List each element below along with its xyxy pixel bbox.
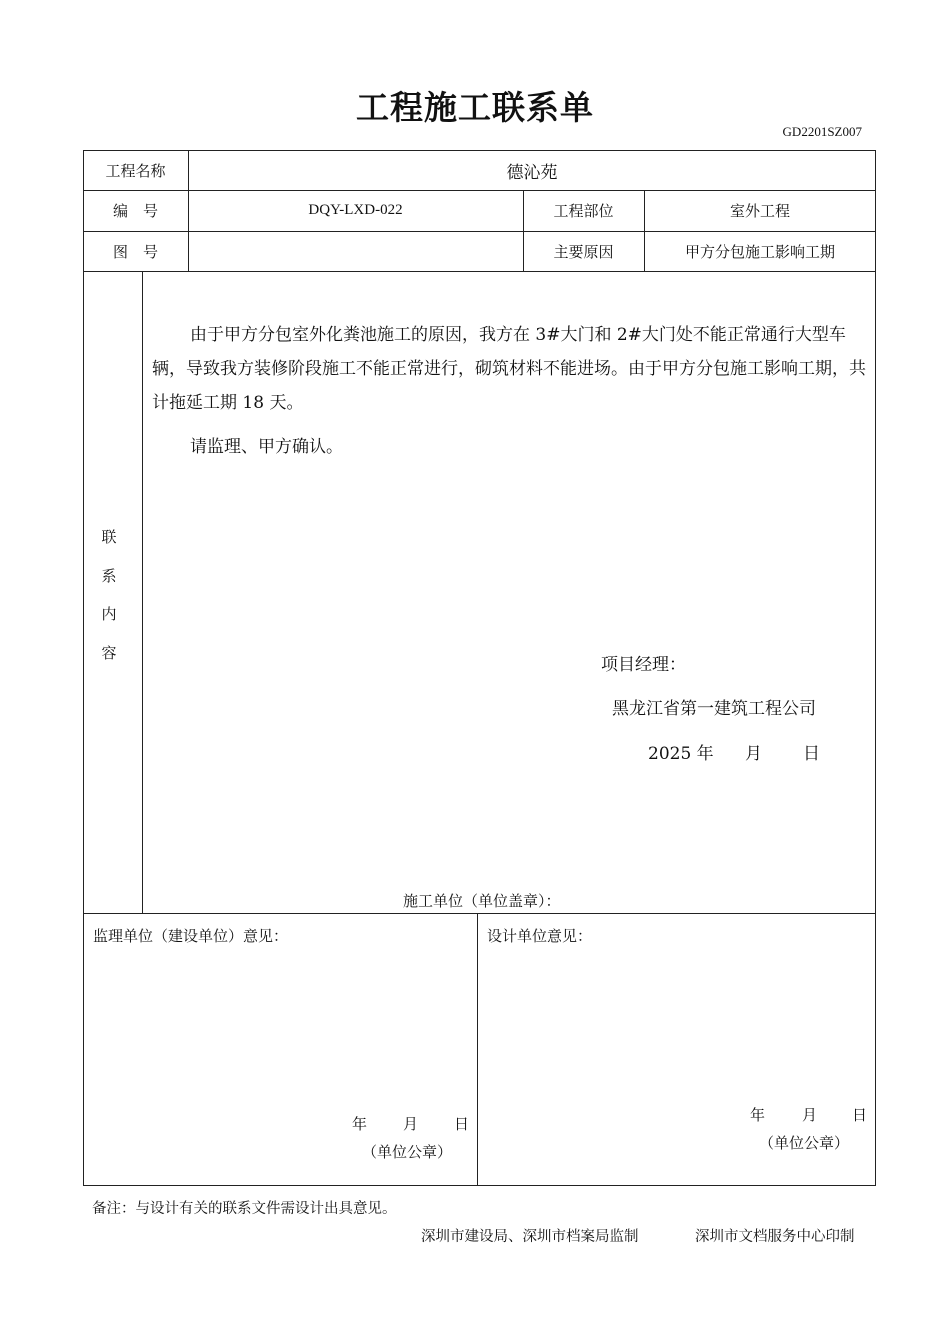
supervision-date-day: 日 [454,1115,470,1133]
content-request: 请监理、甲方确认。 [190,437,343,457]
part-value: 室外工程 [729,202,790,220]
design-date-month: 月 [802,1106,818,1124]
project-manager-label: 项目经理： [601,655,686,675]
design-opinion-label: 设计单位意见： [487,927,593,945]
footer-printed-by: 深圳市文档服务中心印制 [695,1229,855,1245]
project-name-label: 工程名称 [105,161,166,180]
column-divider [477,913,478,1186]
design-date-day: 日 [852,1106,868,1124]
content-side-label-1: 联 [101,528,117,546]
drawing-value [188,231,523,271]
document-code: GD2201SZ007 [782,124,862,139]
issue-date-day: 日 [803,744,820,764]
content-side-label-3: 内 [101,605,117,623]
row-divider [83,913,876,914]
reason-value: 甲方分包施工影响工期 [684,242,835,261]
footer-note: 备注：与设计有关的联系文件需设计出具意见。 [92,1201,397,1217]
supervision-date-month: 月 [403,1115,419,1133]
content-paragraph: 由于甲方分包室外化粪池施工的原因，我方在 3#大门和 2#大门处不能正常通行大型车辆，导致我方装修阶段施工不能正常进行，砌筑材料不能进场。由于甲方分包施工影响工期，共计拖延工期 18 天。 [152,325,866,413]
form-title: 工程施工联系单 [356,88,594,127]
project-name-value: 德沁苑 [506,162,558,183]
company-name: 黑龙江省第一建筑工程公司 [612,699,816,719]
supervision-opinion-label: 监理单位（建设单位）意见： [93,927,289,945]
supervision-seal-label: （单位公章） [362,1143,453,1161]
content-side-label-2: 系 [101,567,117,585]
reason-label: 主要原因 [553,242,614,261]
content-side-label-4: 容 [101,644,117,662]
column-divider [142,271,143,913]
design-date-year: 年 [750,1106,766,1124]
issue-date-month: 月 [745,744,762,764]
issue-date-year: 2025 年 [648,744,714,764]
part-label: 工程部位 [553,202,614,220]
design-seal-label: （单位公章） [759,1134,850,1152]
number-value: DQY-LXD-022 [308,202,403,218]
construction-unit-seal-label: 施工单位（单位盖章）： [403,892,561,910]
drawing-label: 图 号 [112,242,158,261]
supervision-date-year: 年 [352,1115,368,1133]
row-divider [83,271,876,272]
number-label: 编 号 [112,202,158,220]
form-table [83,150,876,1186]
footer-supervised-by: 深圳市建设局、深圳市档案局监制 [421,1229,639,1245]
